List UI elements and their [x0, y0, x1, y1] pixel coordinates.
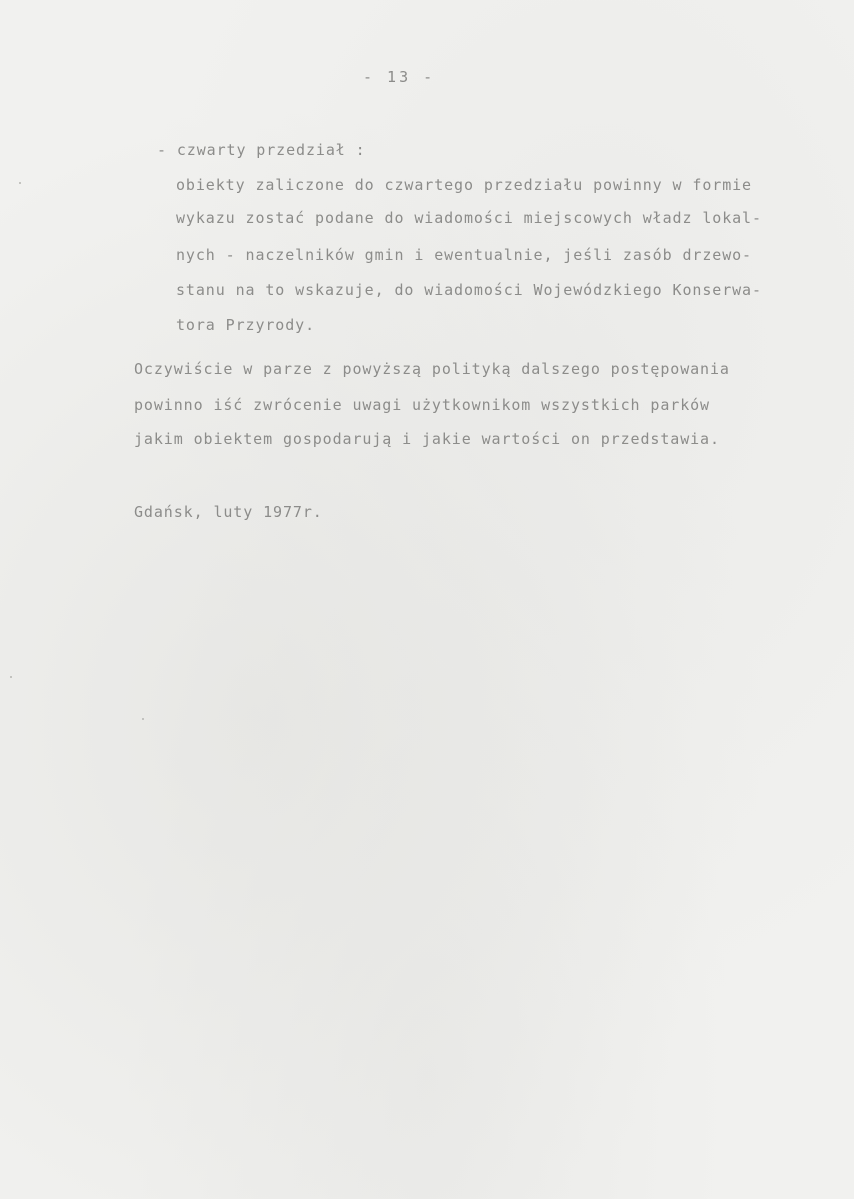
- page-number: - 13 -: [363, 68, 436, 86]
- bullet-text-line: stanu na to wskazuje, do wiadomości Wojewódzkiego Konserwa-: [176, 281, 762, 299]
- bullet-text-line: nych - naczelników gmin i ewentualnie, jeśli zasób drzewo-: [176, 246, 752, 264]
- paragraph-line: powinno iść zwrócenie uwagi użytkownikom wszystkich parków: [134, 396, 710, 414]
- bullet-heading: - czwarty przedział :: [157, 141, 366, 159]
- bullet-text-line: tora Przyrody.: [176, 316, 316, 334]
- bullet-text-line: obiekty zaliczone do czwartego przedziału powinny w formie: [176, 176, 752, 194]
- paper-speck: [142, 718, 144, 720]
- bullet-text-line: wykazu zostać podane do wiadomości miejscowych władz lokal-: [176, 209, 762, 227]
- place-date-signature: Gdańsk, luty 1977r.: [134, 503, 323, 521]
- paragraph-line: Oczywiście w parze z powyższą polityką dalszego postępowania: [134, 360, 730, 378]
- paragraph-line: jakim obiektem gospodarują i jakie wartości on przedstawia.: [134, 430, 720, 448]
- paper-speck: [19, 182, 21, 184]
- paper-speck: [10, 676, 12, 678]
